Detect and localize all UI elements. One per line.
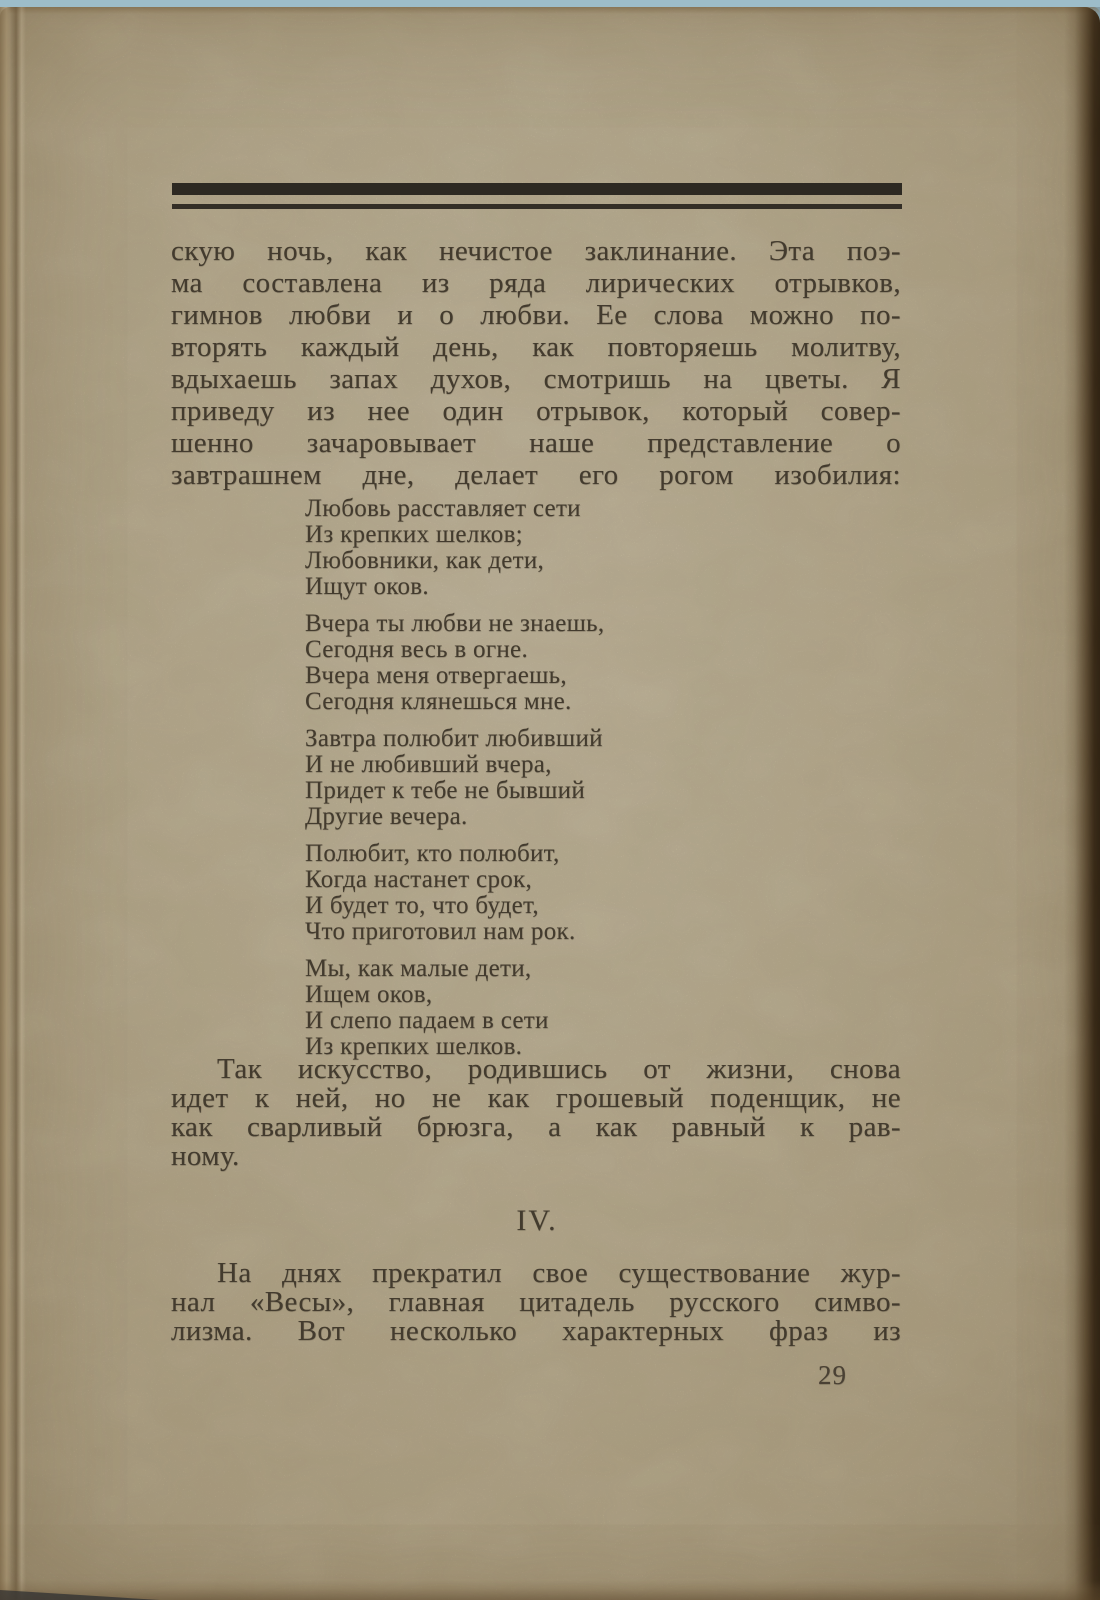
poem-line: Завтра полюбит любивший — [305, 725, 603, 752]
poem — [305, 496, 865, 1071]
poem-line: Из крепких шелков; — [305, 521, 523, 548]
poem-line: Любовь расставляет сети — [305, 495, 581, 522]
section-heading: IV. — [516, 1204, 558, 1237]
poem-line: Что приготовил нам рок. — [305, 918, 576, 945]
poem-stanza — [305, 496, 865, 600]
poem-line: И не любивший вчера, — [305, 751, 552, 778]
poem-line: Любовники, как дети, — [305, 547, 545, 574]
page-number: 29 — [818, 1360, 847, 1390]
poem-line: Придет к тебе не бывший — [305, 777, 586, 804]
header-rule-thin — [172, 204, 902, 209]
poem-line: Вчера ты любви не знаешь, — [305, 610, 605, 637]
book-page — [0, 7, 1100, 1600]
text-line: приведу из нее один отрывок, который совер- — [171, 395, 901, 427]
page-content — [0, 7, 1100, 1600]
poem-stanza — [305, 611, 865, 715]
text-line: гимнов любви и о любви. Ее слова можно по- — [171, 299, 901, 331]
poem-line: Сегодня весь в огне. — [305, 636, 528, 663]
text-line: вторять каждый день, как повторяешь молитву, — [171, 331, 901, 363]
poem-stanza — [305, 726, 865, 830]
header-rule — [172, 183, 902, 209]
text-line: На днях прекратил свое существование жур- — [217, 1257, 901, 1289]
paragraph-continuation — [171, 235, 901, 491]
poem-line: Полюбит, кто полюбит, — [305, 840, 560, 867]
text-line: ма составлена из ряда лирических отрывков, — [171, 267, 901, 299]
text-line: как сварливый брюзга, а как равный к рав- — [171, 1111, 901, 1143]
text-line: скую ночь, как нечистое заклинание. Эта поэ- — [171, 235, 901, 267]
poem-line: И слепо падаем в сети — [305, 1007, 549, 1034]
poem-line: Мы, как малые дети, — [305, 955, 532, 982]
paragraph-vesy-journal — [171, 1259, 901, 1346]
poem-stanza — [305, 956, 865, 1060]
poem-line: Сегодня клянешься мне. — [305, 688, 572, 715]
poem-line: Ищем оков, — [305, 981, 433, 1008]
text-line: завтрашнем дне, делает его рогом изобилия: — [171, 459, 901, 491]
header-rule-thick — [172, 183, 902, 195]
poem-line: Ищут оков. — [305, 573, 429, 600]
text-line: вдыхаешь запах духов, смотришь на цветы. Я — [171, 363, 901, 395]
poem-line: Из крепких шелков. — [305, 1033, 523, 1060]
text-line: нал «Весы», главная цитадель русского симво- — [171, 1286, 901, 1318]
poem-line: И будет то, что будет, — [305, 892, 539, 919]
text-line: идет к ней, но не как грошевый поденщик, не — [171, 1082, 901, 1114]
poem-stanza — [305, 841, 865, 945]
text-line: лизма. Вот несколько характерных фраз из — [171, 1315, 901, 1347]
paragraph-art-and-life — [171, 1055, 901, 1171]
text-line: шенно зачаровывает наше представление о — [171, 427, 901, 459]
text-line: Так искусство, родившись от жизни, снова — [217, 1053, 901, 1085]
poem-line: Вчера меня отвергаешь, — [305, 662, 567, 689]
poem-line: Когда настанет срок, — [305, 866, 533, 893]
poem-line: Другие вечера. — [305, 803, 468, 830]
text-line: ному. — [171, 1140, 240, 1172]
